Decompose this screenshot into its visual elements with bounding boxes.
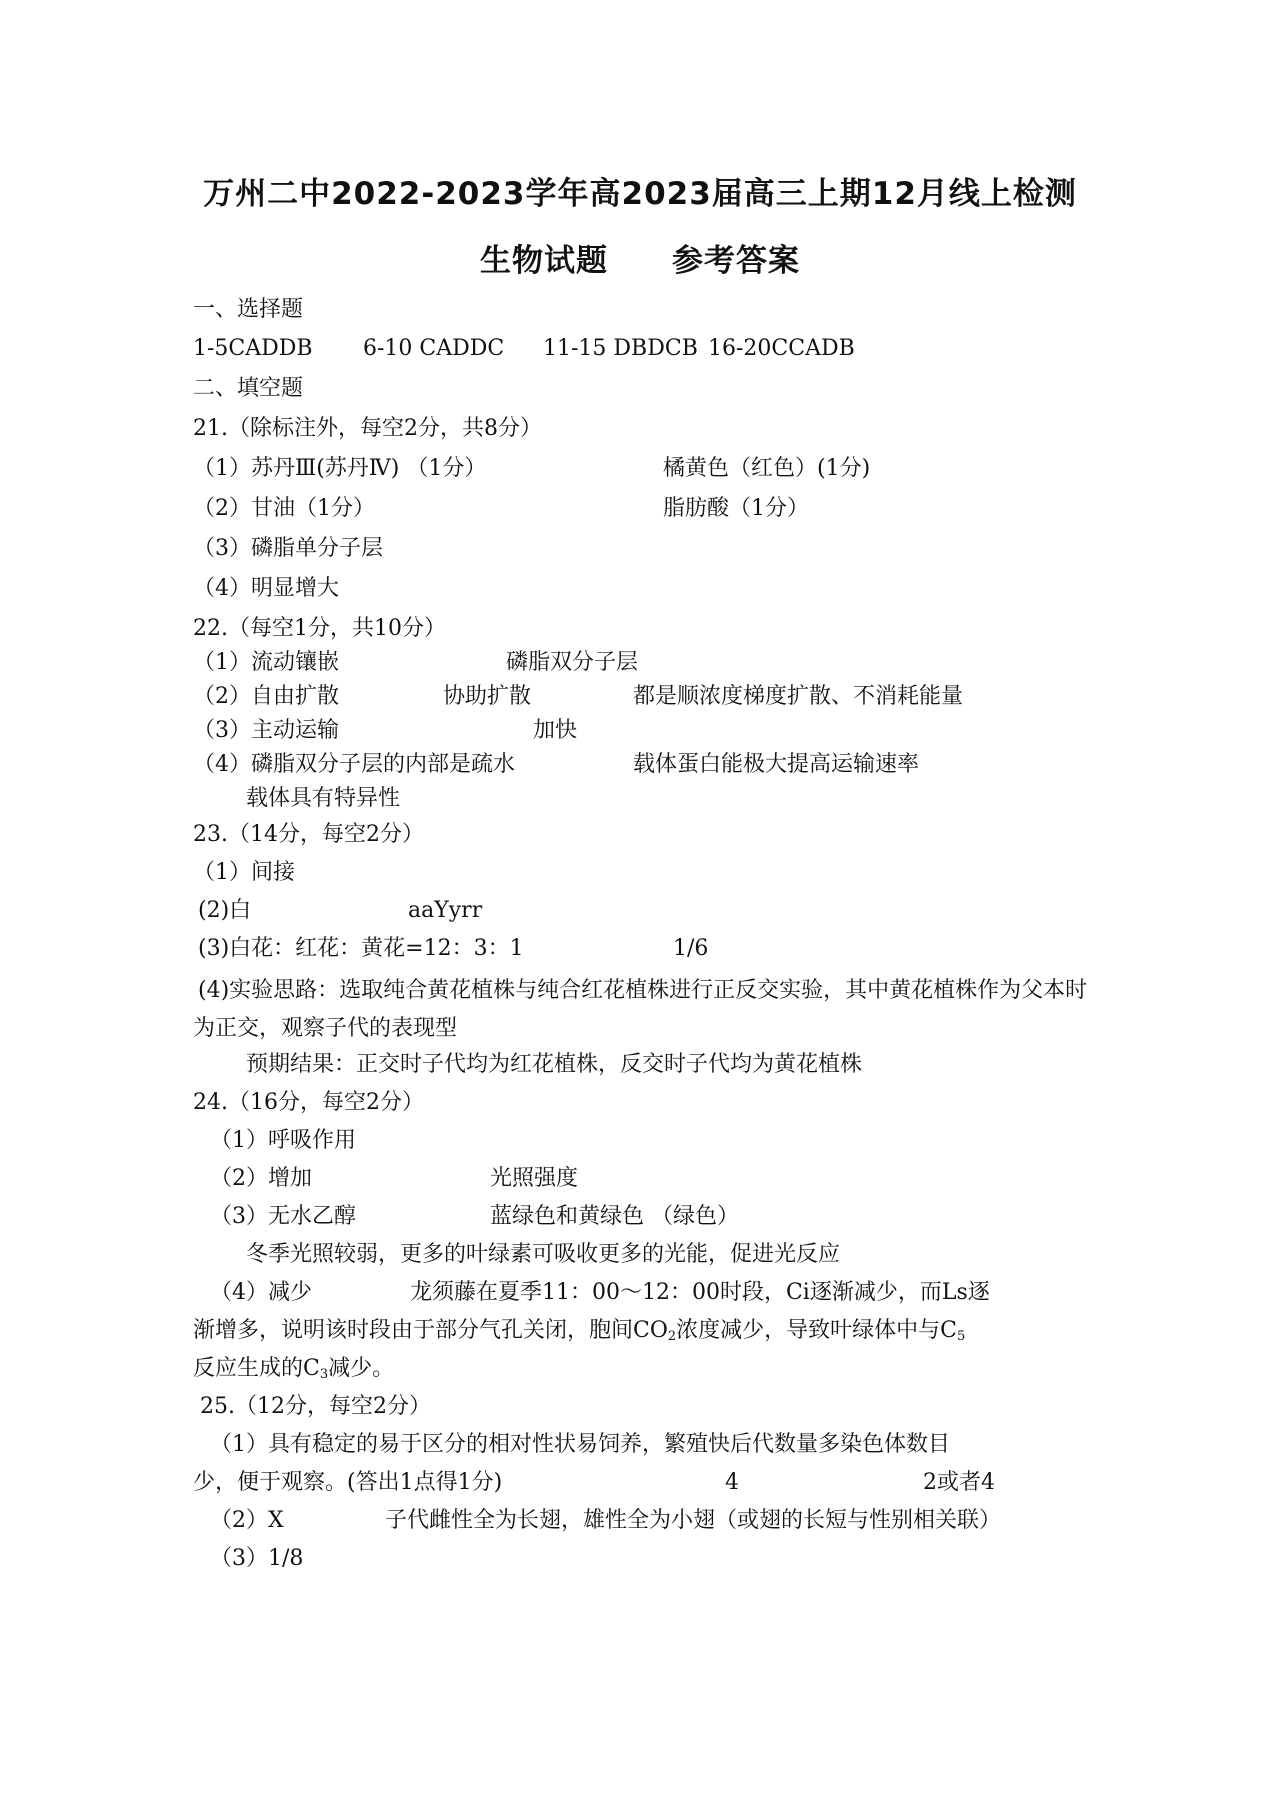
q22-4a: （4）磷脂双分子层的内部是疏水 bbox=[193, 752, 515, 777]
q25-answer-1: （1）具有稳定的易于区分的相对性状易饲养，繁殖快后代数量多染色体数目 bbox=[210, 1432, 950, 1457]
q24-answer-3-explanation: 冬季光照较弱，更多的叶绿素可吸收更多的光能，促进光反应 bbox=[246, 1242, 841, 1267]
q24-2a: （2）增加 bbox=[210, 1166, 312, 1191]
subject-label: 生物试题 bbox=[480, 243, 608, 279]
q23-answer-5: 预期结果：正交时子代均为红花植株，反交时子代均为黄花植株 bbox=[246, 1052, 863, 1077]
q24-answer-4-end: 反应生成的$C_3$减少。 bbox=[193, 1356, 395, 1382]
answer-key-label: 参考答案 bbox=[672, 243, 800, 279]
answer-group-1: 1-5CADDB bbox=[193, 336, 313, 361]
q22-2c: 都是顺浓度梯度扩散、不消耗能量 bbox=[633, 684, 964, 709]
q25-1b: 4 bbox=[725, 1470, 739, 1495]
q25-answer-3: （3）1/8 bbox=[210, 1546, 304, 1571]
q25-2a: （2）X bbox=[210, 1508, 284, 1533]
q22-2a: （2）自由扩散 bbox=[193, 684, 339, 709]
q22-1b: 磷脂双分子层 bbox=[506, 650, 639, 675]
section-heading-choice: 一、选择题 bbox=[193, 297, 304, 322]
section-heading-fill: 二、填空题 bbox=[193, 376, 304, 401]
q23-3b: 1/6 bbox=[673, 936, 709, 961]
q25-2b: 子代雌性全为长翅，雄性全为小翅（或翅的长短与性别相关联） bbox=[385, 1508, 1002, 1533]
q24-4a: （4）减少 bbox=[210, 1280, 312, 1305]
q24-2b: 光照强度 bbox=[490, 1166, 579, 1191]
q21-1b: 橘黄色（红色）(1分) bbox=[663, 456, 871, 481]
q24-heading: 24.（16分，每空2分） bbox=[193, 1090, 424, 1115]
q21-answer-3: （3）磷脂单分子层 bbox=[193, 536, 383, 561]
q23-2a: (2)白 bbox=[198, 898, 252, 923]
page-title: 万州二中2022-2023学年高2023届高三上期12月线上检测 bbox=[203, 176, 1077, 212]
q24-answer-1: （1）呼吸作用 bbox=[210, 1128, 356, 1153]
q21-2a: （2）甘油（1分） bbox=[193, 496, 375, 521]
q25-1c: 2或者4 bbox=[923, 1470, 995, 1495]
q23-heading: 23.（14分，每空2分） bbox=[193, 822, 424, 847]
q22-answer-5: 载体具有特异性 bbox=[246, 786, 401, 811]
q22-3b: 加快 bbox=[533, 718, 578, 743]
q24-4b: 龙须藤在夏季11：00～12：00时段，Ci逐渐减少，而Ls逐 bbox=[410, 1280, 990, 1305]
answer-group-4: 16-20CCADB bbox=[708, 336, 855, 361]
q23-answer-1: （1）间接 bbox=[193, 860, 295, 885]
answer-group-3: 11-15 DBDCB bbox=[543, 336, 698, 361]
page-subtitle bbox=[0, 235, 1280, 280]
q22-2b: 协助扩散 bbox=[443, 684, 532, 709]
q25-1a: 少，便于观察。(答出1点得1分) bbox=[193, 1470, 503, 1495]
q22-4b: 载体蛋白能极大提高运输速率 bbox=[633, 752, 920, 777]
q22-3a: （3）主动运输 bbox=[193, 718, 339, 743]
q22-heading: 22.（每空1分，共10分） bbox=[193, 616, 446, 641]
q21-2b: 脂肪酸（1分） bbox=[663, 496, 809, 521]
q24-3a: （3）无水乙醇 bbox=[210, 1204, 356, 1229]
q25-heading: 25.（12分，每空2分） bbox=[200, 1394, 431, 1419]
q23-2b: aaYyrr bbox=[408, 898, 483, 923]
q23-3a: (3)白花：红花：黄花=12：3：1 bbox=[198, 936, 524, 961]
q21-heading: 21.（除标注外，每空2分，共8分） bbox=[193, 416, 542, 441]
q23-answer-4: (4)实验思路：选取纯合黄花植株与纯合红花植株进行正反交实验，其中黄花植株作为父本时为正交，观察子代的表现型 bbox=[193, 978, 1088, 1041]
answer-group-2: 6-10 CADDC bbox=[363, 336, 505, 361]
q21-answer-4: （4）明显增大 bbox=[193, 576, 339, 601]
q24-3b: 蓝绿色和黄绿色 （绿色） bbox=[490, 1204, 739, 1229]
q21-1a: （1）苏丹Ⅲ(苏丹Ⅳ) （1分） bbox=[193, 456, 487, 481]
q24-answer-4-cont: 渐增多，说明该时段由于部分气孔关闭，胞间$CO_2$浓度减少，导致叶绿体中与$C_5$ bbox=[193, 1318, 966, 1344]
q22-1a: （1）流动镶嵌 bbox=[193, 650, 339, 675]
